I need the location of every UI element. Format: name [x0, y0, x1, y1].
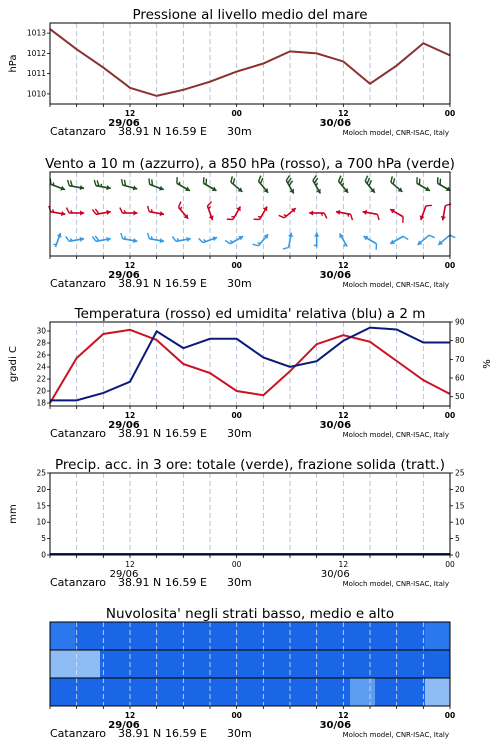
wind-barb-feather [66, 208, 69, 213]
y-tick-label: 30 [36, 327, 46, 336]
y-tick-label: 1011 [27, 69, 46, 78]
wind-barb-feather [122, 179, 123, 185]
cloud-cell-basso [250, 678, 276, 706]
x-tick-label: 00 [445, 560, 455, 569]
humidity-line [50, 328, 450, 401]
wind-barb-half-feather [284, 215, 287, 216]
cloud-cell-basso [275, 678, 301, 706]
wind-barb-feather [283, 247, 289, 249]
wind-barbs-10-m [53, 233, 455, 250]
cloud-cell-alto [300, 622, 326, 650]
footer-lon: 16.59 E [165, 427, 207, 440]
cloud-cell-medio [275, 650, 301, 678]
wind-barb-feather [207, 202, 211, 206]
date-label: 29/06 [110, 569, 139, 580]
x-tick-label: 12 [125, 109, 135, 118]
wind-barb-feather [426, 205, 432, 206]
footer-credit: Moloch model, CNR-ISAC, Italy [343, 731, 449, 739]
wind-barb-head [309, 210, 313, 215]
y-tick-label: 25 [36, 469, 46, 478]
footer-lon: 16.59 E [165, 576, 207, 589]
wind-barb-feather [377, 214, 379, 220]
wind-barb-feather [253, 244, 259, 245]
wind-barb-feather [231, 176, 232, 182]
cloud-cell-basso [175, 678, 201, 706]
wind-barbs-700-hPa [50, 175, 450, 193]
x-tick-label: 00 [231, 261, 241, 270]
y-tick-label: 20 [36, 485, 46, 494]
wind-barb-half-feather [348, 214, 349, 217]
cloud-cell-medio [100, 650, 126, 678]
x-tick-label: 00 [231, 411, 241, 420]
wind-barb-half-feather [151, 236, 152, 239]
x-tick-label: 12 [125, 261, 135, 270]
wind-barb-feather [324, 213, 327, 218]
footer-lat: 38.91 N [118, 125, 161, 138]
wind-barb-half-feather [316, 183, 318, 186]
temperature-line [50, 330, 450, 403]
cloud-cell-medio [425, 650, 451, 678]
wind-barb-feather [313, 175, 316, 180]
footer-lat: 38.91 N [118, 727, 161, 740]
x-tick-label: 00 [445, 109, 455, 118]
wind-barb-half-feather [204, 239, 206, 241]
y-tick-label: 18 [36, 399, 46, 408]
wind-barb-half-feather [258, 243, 261, 244]
wind-barb-feather [225, 240, 230, 243]
wind-barb-feather [94, 180, 96, 186]
cloud-cell-medio [150, 650, 176, 678]
y-tick-label: 1013 [27, 29, 46, 38]
cloud-cell-alto [150, 622, 176, 650]
cloud-cell-basso [50, 678, 76, 706]
cloud-cell-medio [125, 650, 151, 678]
date-label: 30/06 [321, 569, 350, 580]
chart-title: Precip. acc. in 3 ore: totale (verde), frazione solida (tratt.) [55, 457, 445, 473]
date-label: 30/06 [320, 720, 352, 731]
cloud-cell-medio [50, 650, 76, 678]
wind-barb-half-feather [125, 236, 126, 239]
footer-lat: 38.91 N [118, 427, 161, 440]
cloud-cell-alto [75, 622, 101, 650]
footer-lon: 16.59 E [165, 125, 207, 138]
footer-lon: 16.59 E [165, 727, 207, 740]
x-tick-label: 00 [231, 711, 241, 720]
cloud-cell-basso [425, 678, 451, 706]
wind-barb-feather [288, 178, 291, 183]
x-tick-label: 00 [231, 109, 241, 118]
y-right-tick-label: 15 [455, 501, 465, 510]
footer-credit: Moloch model, CNR-ISAC, Italy [343, 281, 449, 289]
plot-frame-0 [50, 23, 450, 104]
wind-barb-head [134, 210, 138, 215]
wind-barb-half-feather [180, 207, 181, 210]
y-tick-label: 1010 [27, 89, 46, 98]
wind-barb-half-feather [53, 209, 54, 212]
wind-barb-feather [351, 214, 353, 220]
wind-barb-feather [233, 178, 234, 184]
wind-barb-half-feather [342, 183, 343, 186]
y-right-tick-label: 50 [455, 392, 465, 401]
date-label: 30/06 [320, 420, 352, 431]
y-axis-label: mm [8, 504, 19, 523]
wind-barb-feather [279, 215, 285, 217]
y-axis-label: gradi C [8, 346, 19, 382]
wind-barb-head [80, 210, 84, 215]
cloud-cell-medio [400, 650, 426, 678]
wind-barb-feather [339, 176, 341, 182]
cloud-cell-medio [225, 650, 251, 678]
wind-barb-half-feather [230, 241, 233, 243]
footer-lon: 16.59 E [165, 277, 207, 290]
y-right-tick-label: 60 [455, 374, 465, 383]
wind-barb-half-feather [151, 209, 152, 212]
cloud-cell-basso [75, 678, 101, 706]
wind-barb-feather [367, 178, 369, 184]
footer-station: Catanzaro [50, 427, 106, 440]
wind-barb-feather [149, 178, 150, 184]
y-right-tick-label: 25 [455, 469, 465, 478]
y-right-tick-label: 70 [455, 355, 465, 364]
y-tick-label: 20 [36, 387, 46, 396]
footer-lat: 38.91 N [118, 277, 161, 290]
x-tick-label: 12 [125, 560, 135, 569]
y-tick-label: 5 [41, 534, 46, 543]
wind-barb-feather [340, 178, 342, 184]
x-tick-label: 00 [445, 411, 455, 420]
date-label: 29/06 [108, 420, 140, 431]
y-axis-label: hPa [8, 54, 19, 72]
wind-barb-feather [391, 176, 392, 182]
footer-credit: Moloch model, CNR-ISAC, Italy [343, 129, 449, 137]
chart-title: Vento a 10 m (azzurro), a 850 hPa (rosso), a 700 hPa (verde) [45, 156, 455, 172]
footer-credit: Moloch model, CNR-ISAC, Italy [343, 580, 449, 588]
footer-station: Catanzaro [50, 125, 106, 138]
wind-barb-feather [314, 178, 317, 183]
wind-barb-half-feather [101, 184, 102, 187]
cloud-cell-medio [350, 650, 376, 678]
y-right-tick-label: 20 [455, 485, 465, 494]
cloud-cell-alto [100, 622, 126, 650]
cloud-cell-basso [125, 678, 151, 706]
wind-barb-feather [199, 238, 203, 242]
x-tick-label: 00 [445, 711, 455, 720]
chart-title: Temperatura (rosso) ed umidita' relativa (blu) a 2 m [74, 306, 426, 322]
footer-credit: Moloch model, CNR-ISAC, Italy [343, 431, 449, 439]
x-tick-label: 12 [339, 560, 349, 569]
wind-barb-feather [450, 235, 456, 237]
y-right-tick-label: 5 [455, 534, 460, 543]
cloud-cell-medio [325, 650, 351, 678]
cloud-cell-medio [75, 650, 101, 678]
wind-barb-feather [429, 235, 435, 237]
wind-barb-feather [121, 233, 123, 239]
wind-barb-feather [148, 233, 150, 239]
chart-title: Nuvolosita' negli strati basso, medio e alto [106, 606, 394, 622]
wind-barb-head [133, 185, 138, 190]
cloud-cell-basso [225, 678, 251, 706]
wind-barb-feather [120, 208, 123, 213]
cloud-cell-basso [100, 678, 126, 706]
y-tick-label: 10 [36, 518, 46, 527]
cloud-cell-basso [300, 678, 326, 706]
footer-lat: 38.91 N [118, 576, 161, 589]
x-tick-label: 00 [445, 261, 455, 270]
y-right-tick-label: 90 [455, 318, 465, 327]
pressure-line [50, 29, 450, 96]
wind-barb-feather [286, 175, 289, 180]
footer-elev: 30m [227, 427, 252, 440]
footer-station: Catanzaro [50, 576, 106, 589]
wind-barb-feather [393, 178, 394, 184]
x-tick-label: 12 [338, 261, 348, 270]
x-tick-label: 12 [338, 109, 348, 118]
cloud-cell-alto [275, 622, 301, 650]
wind-barb-feather [179, 202, 181, 208]
cloud-cell-alto [200, 622, 226, 650]
cloud-cell-basso [350, 678, 376, 706]
footer-elev: 30m [227, 727, 252, 740]
date-label: 29/06 [108, 118, 140, 129]
footer-elev: 30m [227, 277, 252, 290]
y-right-tick-label: 0 [455, 551, 460, 560]
footer-station: Catanzaro [50, 727, 106, 740]
y-right-tick-label: 10 [455, 518, 465, 527]
date-label: 30/06 [320, 118, 352, 129]
wind-barb-half-feather [344, 244, 346, 247]
y-right-tick-label: 80 [455, 336, 465, 345]
y-tick-label: 24 [36, 363, 46, 372]
y-tick-label: 0 [41, 551, 46, 560]
wind-barb-head [314, 233, 319, 237]
wind-barb-feather [148, 206, 150, 212]
y-tick-label: 28 [36, 339, 46, 348]
cloud-cell-alto [50, 622, 76, 650]
cloud-cell-medio [250, 650, 276, 678]
footer-elev: 30m [227, 125, 252, 138]
cloud-cell-alto [125, 622, 151, 650]
plot-frame-3 [50, 473, 450, 555]
x-tick-label: 12 [125, 711, 135, 720]
wind-barb-feather [68, 180, 70, 186]
cloud-cell-alto [325, 622, 351, 650]
wind-barb-feather [260, 178, 262, 184]
date-label: 29/06 [108, 270, 140, 281]
cloud-cell-alto [250, 622, 276, 650]
cloud-cell-basso [200, 678, 226, 706]
x-tick-label: 12 [125, 411, 135, 420]
wind-barb-feather [365, 176, 367, 182]
cloud-cell-alto [425, 622, 451, 650]
chart-title: Pressione al livello medio del mare [132, 7, 367, 23]
cloud-cell-basso [150, 678, 176, 706]
y-tick-label: 15 [36, 501, 46, 510]
y-tick-label: 22 [36, 375, 46, 384]
y-right-axis-label: % [482, 359, 493, 369]
date-label: 30/06 [320, 270, 352, 281]
footer-elev: 30m [227, 576, 252, 589]
x-tick-label: 12 [338, 411, 348, 420]
wind-barbs-850-hPa [49, 202, 451, 223]
y-tick-label: 26 [36, 351, 46, 360]
cloud-cell-basso [400, 678, 426, 706]
date-label: 29/06 [108, 720, 140, 731]
cloud-cell-medio [300, 650, 326, 678]
footer-station: Catanzaro [50, 277, 106, 290]
cloud-cell-alto [400, 622, 426, 650]
cloud-cell-medio [200, 650, 226, 678]
cloud-cell-medio [175, 650, 201, 678]
cloud-cell-alto [350, 622, 376, 650]
wind-barb-feather [152, 179, 153, 185]
x-tick-label: 12 [338, 711, 348, 720]
wind-barb-feather [403, 236, 408, 239]
cloud-cell-alto [225, 622, 251, 650]
cloud-cell-alto [175, 622, 201, 650]
y-tick-label: 1012 [27, 49, 46, 58]
wind-barb-feather [259, 176, 261, 182]
cloud-cell-basso [325, 678, 351, 706]
wind-barb-feather [172, 236, 176, 241]
wind-barb-feather [66, 236, 70, 241]
x-tick-label: 00 [232, 560, 242, 569]
